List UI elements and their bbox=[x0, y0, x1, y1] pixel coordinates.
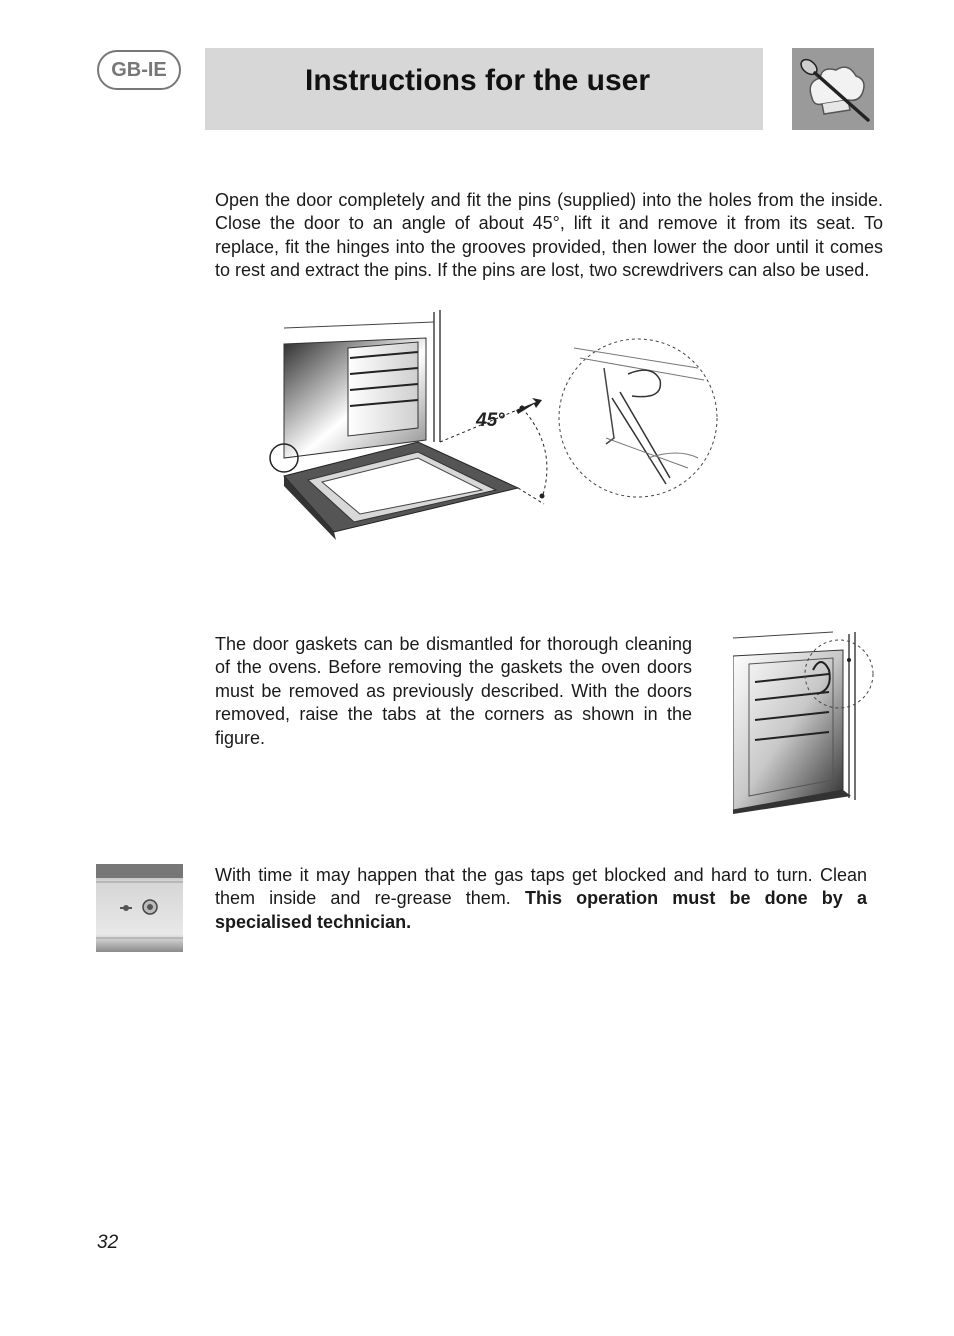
door-removal-figure bbox=[268, 308, 720, 540]
gas-taps-paragraph bbox=[215, 864, 867, 934]
page-number: 32 bbox=[97, 1232, 119, 1253]
door-gaskets-paragraph: The door gaskets can be dismantled for thorough cleaning of the ovens. Before removing the gaskets the oven doors must be removed as previously described. With the doors removed, raise the tabs at the corners as shown in the figure. bbox=[215, 634, 692, 748]
header-bar bbox=[205, 48, 763, 130]
spoon-chef-hat-icon bbox=[792, 48, 874, 130]
region-badge: GB-IE bbox=[97, 50, 181, 90]
gas-taps-warning: This operation must be done by a specialised technician. bbox=[215, 888, 867, 932]
gas-tap-photo bbox=[96, 864, 183, 952]
door-gasket-figure bbox=[733, 630, 877, 814]
gas-taps-text: With time it may happen that the gas taps get blocked and hard to turn. Clean them inside and re-grease them. bbox=[215, 865, 867, 909]
page-title: Instructions for the user bbox=[305, 64, 651, 97]
angle-label: 45° bbox=[476, 410, 505, 431]
door-removal-paragraph: Open the door completely and fit the pins (supplied) into the holes from the inside. Close the door to an angle of about 45°, lift it and remove it from its seat. To replace, fit the hinges into the grooves provided, then lower the door until it comes to rest and extract the pins. If the pins are lost, two screwdrivers can also be used. bbox=[215, 190, 883, 281]
